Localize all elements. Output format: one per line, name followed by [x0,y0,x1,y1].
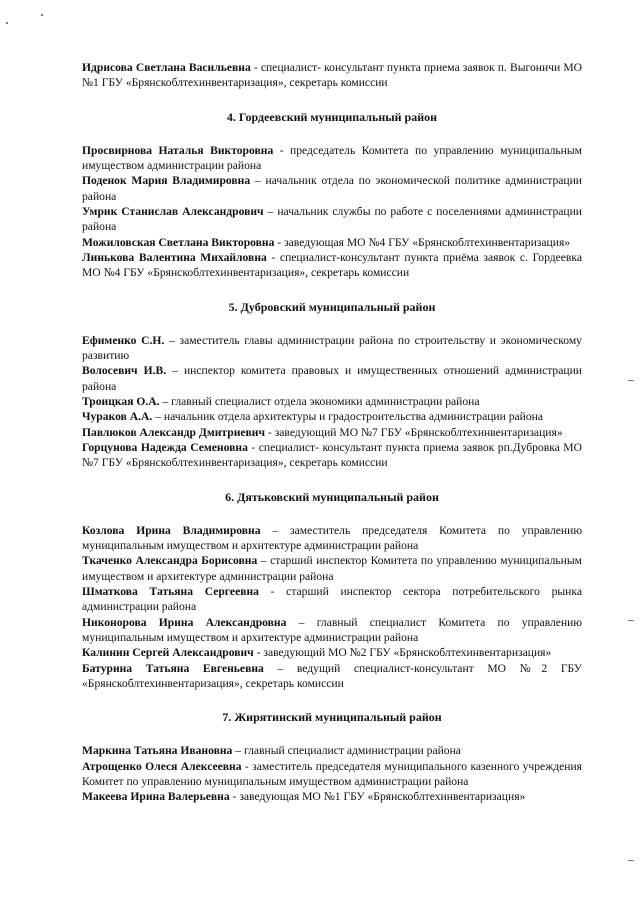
member-name: Горцунова Надежда Семеновна [82,440,248,454]
member-name: Павлюков Александр Дмитриевич [82,425,266,439]
separator: - [274,235,285,249]
member-role: заведующая МО №1 ГБУ «Брянскоблтехинвентаризация» [239,790,526,804]
separator: – [250,174,266,188]
member-name: Просвирнова Наталья Викторовна [82,143,274,157]
member-role: заведующий МО №2 ГБУ «Брянскоблтехинвентаризация» [263,646,552,660]
member-name: Линькова Валентина Михайловна [82,250,267,264]
section-heading: 5. Дубровский муниципальный район [228,299,436,314]
member-entry [82,250,582,281]
member-entry [82,235,582,250]
member-name: Волосевич И.В. [82,364,167,378]
member-role: председатель Комитета по управлению муниципальным имуществом администрации района [82,143,582,173]
separator: - [273,143,291,157]
member-entry [82,553,582,584]
separator: – [286,615,317,629]
separator: – [257,554,271,568]
member-entry [82,425,582,440]
member-role: заместитель председателя Комитета по управлению муниципальным имуществом и архитектуре администрации района [82,523,582,553]
member-entry [82,204,582,235]
separator: - [241,759,253,773]
member-entry [82,645,582,660]
member-name: Маркина Татьяна Ивановна [82,744,233,758]
member-name: Макеева Ирина Валерьевна [82,790,230,804]
member-name: Троицкая О.А. [82,395,160,409]
member-name: Калинин Сергей Александрович [82,646,254,660]
member-role: главный специалист отдела экономики администрации района [171,395,480,409]
separator: - [229,790,240,804]
member-entry [82,661,582,692]
scan-speck [41,14,43,16]
member-name: Козлова Ирина Владимировна [82,523,261,537]
member-name: Ефименко С.Н. [82,333,165,347]
member-role: специалист- консультант пункта приема заявок рп.Дубровка МО №7 ГБУ «Брянскоблтехинвентаризация», секретарь комиссии [82,440,582,470]
member-role: старший инспектор Комитета по управлению муниципальным имуществом и архитектуре администрации района [82,554,583,583]
separator: – [166,364,184,378]
member-entry [82,789,582,804]
separator: – [260,523,291,537]
member-role: заместитель главы администрации района по строительству и экономическому развитию [82,333,582,363]
section-heading: 6. Дятьковский муниципальный район [225,489,439,504]
member-name: Умрик Станислав Александрович [82,205,264,219]
member-role: инспектор комитета правовых и имущественных отношений администрации района [82,364,582,393]
member-role: главный специалист администрации района [243,744,461,758]
member-role: начальник службы по работе с поселениями администрации района [82,205,583,234]
separator: - [247,440,259,454]
member-name: Никонорова Ирина Александровна [82,615,287,629]
member-name: Идрисова Светлана Васильевна [82,61,251,74]
member-name: Чураков А.А. [82,410,153,424]
member-name: Ткаченко Александра Борисовна [82,554,258,568]
member-entry [82,333,582,364]
member-entry [82,363,582,394]
member-entry [82,60,582,91]
member-name: Поденок Мария Владимировна [82,174,251,188]
separator: - [253,646,264,660]
member-entry [82,409,582,424]
member-role: главный специалист Комитета по управлению муниципальным имуществом и архитектуре администрации района [82,615,583,644]
member-role: специалист-консультант пункта приёма заявок с. Гордеевка МО №4 ГБУ «Брянскоблтехинвентаризация», секретарь комиссии [82,250,582,280]
member-role: специалист- консультант пункта приема заявок п. Выгоничи МО №1 ГБУ «Брянскоблтехинвентаризация», секретарь комиссии [82,61,582,90]
member-name: Атрощенко Олеся Алексеевна [82,759,242,773]
member-name: Батурина Татьяна Евгеньевна [82,661,264,675]
margin-mark [628,860,634,861]
section-heading: 4. Гордеевский муниципальный район [226,109,438,124]
member-entry [82,143,582,174]
member-name: Шматкова Татьяна Сергеевна [82,585,259,599]
separator: - [258,585,287,599]
separator: – [164,333,180,347]
member-role: начальник отдела по экономической политике администрации района [82,174,583,203]
section-heading: 7. Жирятинский муниципальный район [222,710,442,725]
separator: – [159,395,172,409]
member-role: заведующий МО №7 ГБУ «Брянскоблтехинвентаризация» [274,425,563,439]
separator: - [266,250,280,264]
scan-speck [6,22,8,24]
separator: – [263,205,278,219]
member-entry [82,743,582,758]
separator: - [265,425,275,439]
member-entry [82,173,582,204]
member-role: заместитель председателя муниципального казенного учреждения Комитет по управлению муниципальным имуществом администрации района [82,759,582,788]
member-role: заведующая МО №4 ГБУ «Брянскоблтехинвентаризация» [284,235,571,249]
member-entry [82,759,582,790]
separator: – [232,744,244,758]
member-role: старший инспектор сектора потребительского рынка администрации района [82,585,582,614]
margin-mark [628,380,634,381]
separator: – [152,410,164,424]
member-name: Можиловская Светлана Викторовна [82,235,275,249]
member-entry [82,440,582,471]
member-entry [82,523,582,554]
member-entry [82,615,582,646]
member-role: начальник отдела архитектуры и градостроительства администрации района [163,410,544,424]
separator: – [263,661,297,675]
member-entry [82,584,582,615]
separator: - [250,61,261,74]
member-role: ведущий специалист-консультант МО №2 ГБУ «Брянскоблтехинвентаризация», секретарь комиссии [82,661,582,690]
document-page [82,60,582,805]
margin-mark [628,620,634,621]
member-entry [82,394,582,409]
